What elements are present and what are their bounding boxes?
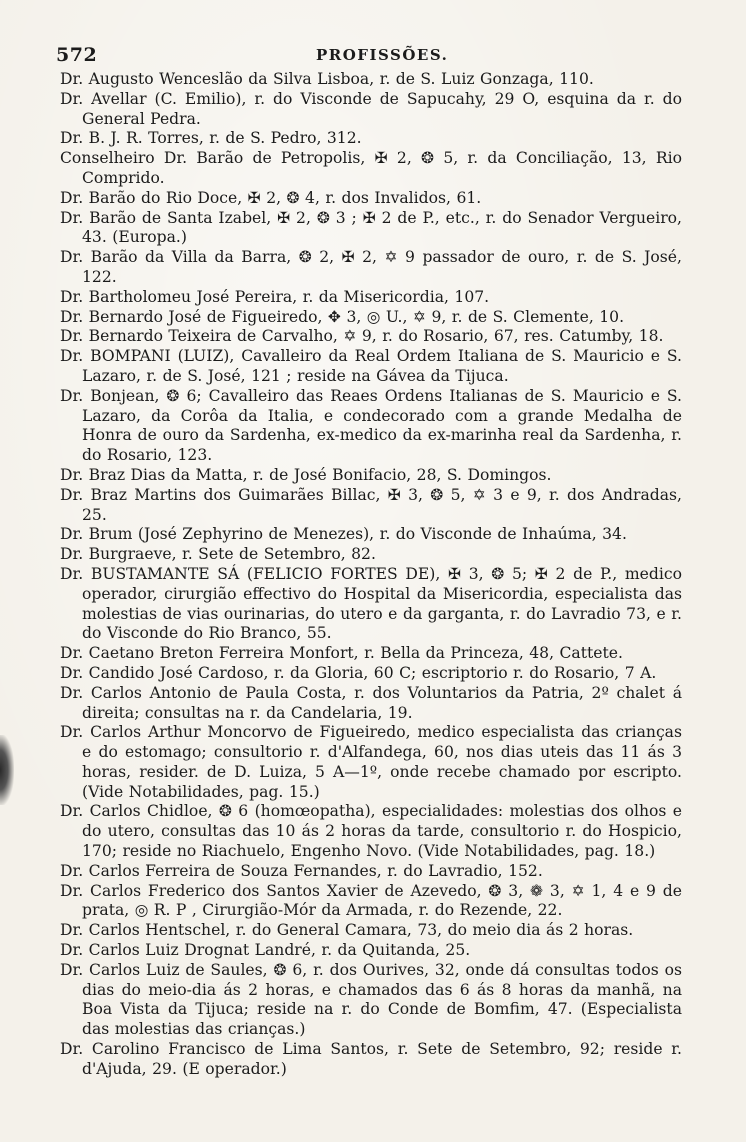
directory-entry: Dr. Carlos Frederico dos Santos Xavier de Azevedo, ❂ 3, ❁ 3, ✡ 1, 4 e 9 de prata, ◎ R. P , Cirurgião-Mór da Armada, r. do Rezende, 22. — [60, 881, 682, 920]
directory-entry: Dr. Carlos Chidloe, ❂ 6 (homœopatha), especialidades: molestias dos olhos e do utero, consultas das 10 ás 2 horas da tarde, consultorio r. do Hospicio, 170; reside no Riachuelo, Engenho Novo. (Vide Notabilidades, pag. 18.) — [60, 802, 682, 861]
directory-entry: Dr. Augusto Wenceslão da Silva Lisboa, r. de S. Luiz Gonzaga, 110. — [60, 70, 594, 88]
directory-entry: Dr. Carlos Luiz de Saules, ❂ 6, r. dos Ourives, 32, onde dá consultas todos os dias do meio-dia ás 2 horas, e chamados das 6 ás 8 horas da manhã, na Boa Vista da Tijuca; reside na r. do Conde de Bomfim, 47. (Especialista das molestias das crianças.) — [60, 960, 682, 1039]
directory-entry: Dr. Bartholomeu José Pereira, r. da Misericordia, 107. — [60, 287, 490, 306]
running-title: PROFISSÕES. — [316, 46, 449, 64]
directory-entry: Dr. Barão da Villa da Barra, ❂ 2, ✠ 2, ✡ 9 passador de ouro, r. de S. José, 122. — [60, 248, 682, 286]
directory-entry: Dr. Barão do Rio Doce, ✠ 2, ❂ 4, r. dos Invalidos, 61. — [60, 188, 482, 207]
entry-list — [60, 70, 682, 1080]
directory-entry: Dr. Carolino Francisco de Lima Santos, r. Sete de Setembro, 92; reside r. d'Ajuda, 29. (E operador.) — [60, 1040, 682, 1078]
directory-entry: Dr. Bonjean, ❂ 6; Cavalleiro das Reaes Ordens Italianas de S. Mauricio e S. Lazaro, da Corôa da Italia, e condecorado com a grande Medalha de Honra de ouro da Sardenha, ex-medico da ex-marinha real da Sardenha, r. do Rosario, 123. — [60, 386, 682, 465]
directory-entry: Dr. Carlos Luiz Drognat Landré, r. da Quitanda, 25. — [60, 941, 471, 960]
directory-entry: Dr. Burgraeve, r. Sete de Setembro, 82. — [60, 545, 376, 564]
binding-shadow — [0, 735, 14, 805]
directory-entry: Dr. Braz Dias da Matta, r. de José Bonifacio, 28, S. Domingos. — [60, 465, 552, 484]
directory-entry: Dr. BUSTAMANTE SÁ (FELICIO FORTES DE), ✠ 3, ❂ 5; ✠ 2 de P., medico operador, cirurgião effectivo do Hospital da Misericordia, especialista das molestias de vias ourinarias, do utero e da garganta, r. do Lavradio 73, e r. do Visconde do Rio Branco, 55. — [60, 564, 682, 643]
directory-entry: Dr. Braz Martins dos Guimarães Billac, ✠ 3, ❂ 5, ✡ 3 e 9, r. dos Andradas, 25. — [60, 485, 682, 524]
directory-entry: Dr. Carlos Arthur Moncorvo de Figueiredo, medico especialista das crianças e do estomago; consultorio r. d'Alfandega, 60, nos dias uteis das 11 ás 3 horas, resider. de D. Luiza, 5 A—1º, onde recebe chamado por escripto. (Vide Notabilidades, pag. 15.) — [60, 723, 682, 801]
directory-entry: Dr. BOMPANI (LUIZ), Cavalleiro da Real Ordem Italiana de S. Mauricio e S. Lazaro, r. de S. José, 121 ; reside na Gávea da Tijuca. — [60, 347, 682, 385]
directory-entry: Dr. Bernardo Teixeira de Carvalho, ✡ 9, r. do Rosario, 67, res. Catumby, 18. — [60, 327, 664, 346]
directory-entry: Dr. Bernardo José de Figueiredo, ✥ 3, ◎ U., ✡ 9, r. de S. Clemente, 10. — [60, 307, 625, 326]
directory-entry: Dr. Barão de Santa Izabel, ✠ 2, ❂ 3 ; ✠ 2 de P., etc., r. do Senador Vergueiro, 43. (Europa.) — [60, 208, 682, 247]
page-header — [56, 44, 696, 68]
directory-entry: Dr. Avellar (C. Emilio), r. do Visconde de Sapucahy, 29 O, esquina da r. do General Pedra. — [60, 89, 682, 128]
directory-entry: Dr. Caetano Breton Ferreira Monfort, r. Bella da Princeza, 48, Cattete. — [60, 644, 623, 663]
page-number: 572 — [56, 44, 98, 66]
directory-entry: Dr. Carlos Ferreira de Souza Fernandes, r. do Lavradio, 152. — [60, 861, 543, 880]
directory-entry: Dr. Carlos Antonio de Paula Costa, r. dos Voluntarios da Patria, 2º chalet á direita; consultas na r. da Candelaria, 19. — [60, 683, 682, 722]
directory-entry: Dr. Carlos Hentschel, r. do General Camara, 73, do meio dia ás 2 horas. — [60, 921, 634, 940]
directory-entry: Dr. Brum (José Zephyrino de Menezes), r. do Visconde de Inhaúma, 34. — [60, 525, 627, 544]
directory-entry: Dr. Candido José Cardoso, r. da Gloria, 60 C; escriptorio r. do Rosario, 7 A. — [60, 663, 657, 682]
directory-entry: Dr. B. J. R. Torres, r. de S. Pedro, 312. — [60, 129, 362, 148]
directory-entry: Conselheiro Dr. Barão de Petropolis, ✠ 2, ❂ 5, r. da Conciliação, 13, Rio Comprido. — [60, 149, 682, 187]
